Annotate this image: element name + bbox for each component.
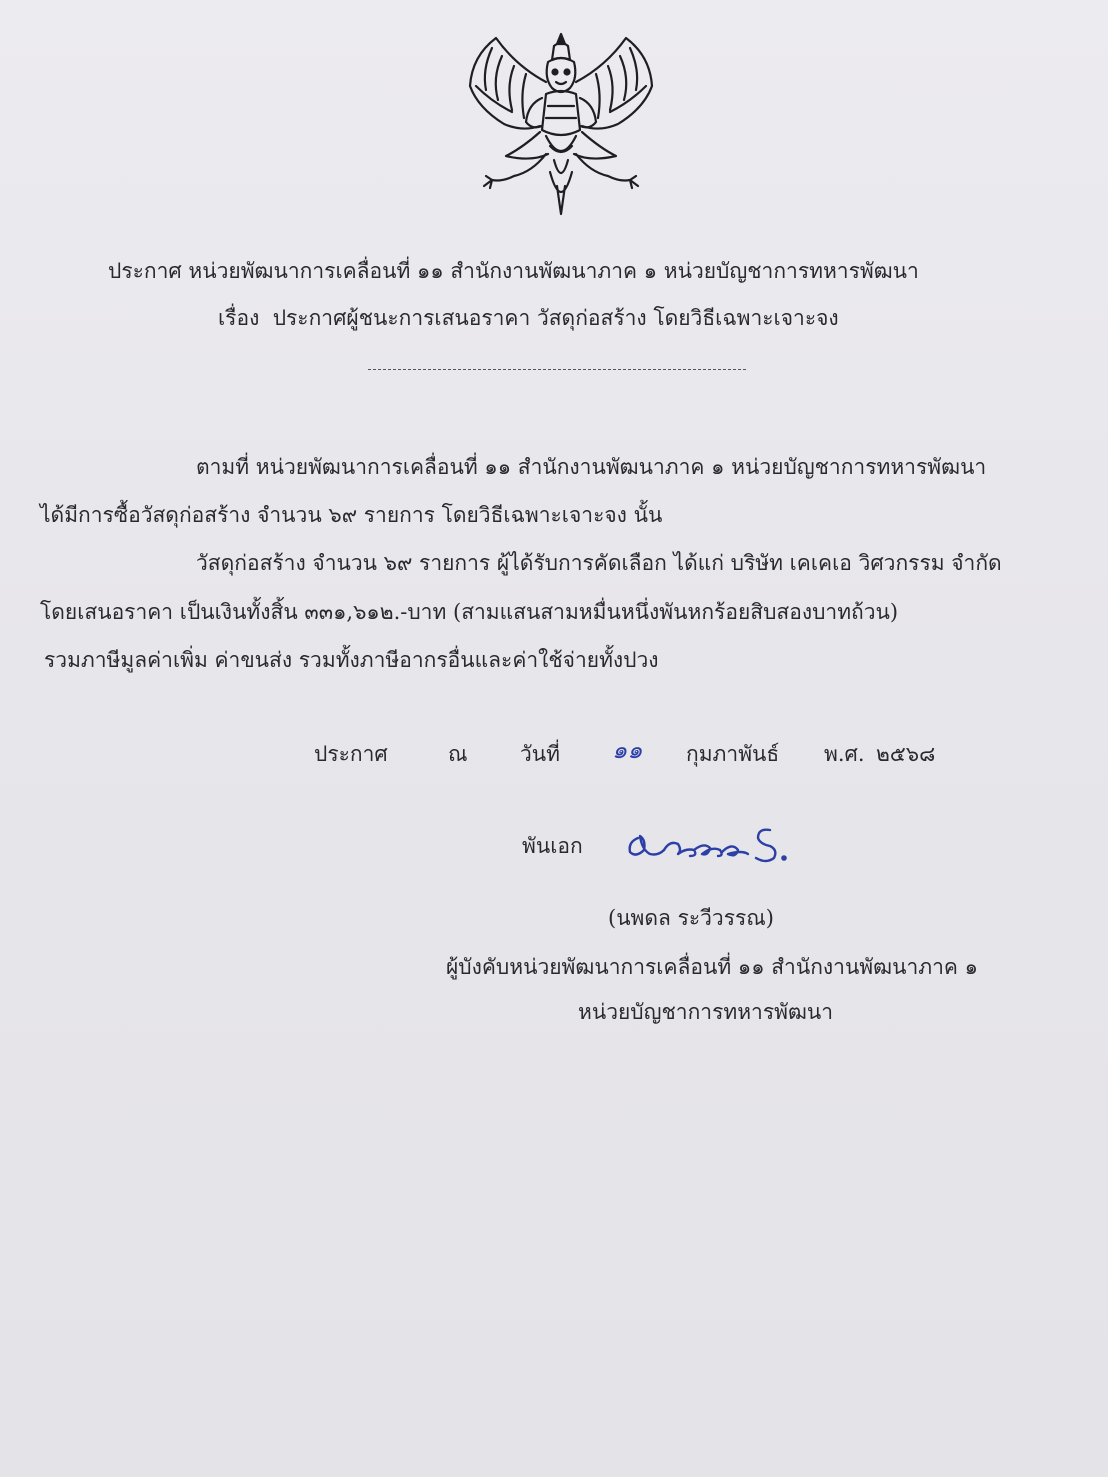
handwritten-signature [624,820,804,866]
signer-position-line-2: หน่วยบัญชาการทหารพัฒนา [578,1000,834,1024]
signer-rank: พันเอก [522,834,583,858]
date-year-label: พ.ศ. [824,742,865,766]
date-year: ๒๕๖๘ [876,742,936,766]
date-month: กุมภาพันธ์ [686,742,780,766]
subject-label: เรื่อง [218,306,260,330]
paragraph-1-line-1: ตามที่ หน่วยพัฒนาการเคลื่อนที่ ๑๑ สำนักงานพัฒนาภาค ๑ หน่วยบัญชาการทหารพัฒนา [196,455,987,479]
date-at-label: ณ [448,742,468,766]
subject-line [218,303,839,333]
signer-name: (นพดล ระวีวรรณ) [608,906,774,930]
header-separator [368,369,746,370]
signer-position-line-1: ผู้บังคับหน่วยพัฒนาการเคลื่อนที่ ๑๑ สำนักงานพัฒนาภาค ๑ [446,955,978,979]
paragraph-2-line-2: โดยเสนอราคา เป็นเงินทั้งสิ้น ๓๓๑,๖๑๒.-บาท (สามแสนสามหมื่นหนึ่งพันหกร้อยสิบสองบาทถ้วน) [40,600,899,624]
announcement-title: ประกาศ หน่วยพัฒนาการเคลื่อนที่ ๑๑ สำนักงานพัฒนาภาค ๑ หน่วยบัญชาการทหารพัฒนา [108,259,919,283]
date-day-value: ๑๑ [612,736,643,764]
date-announce-label: ประกาศ [314,742,388,766]
subject-text: ประกาศผู้ชนะการเสนอราคา วัสดุก่อสร้าง โดยวิธีเฉพาะเจาะจง [272,306,839,330]
paragraph-1-line-2: ได้มีการซื้อวัสดุก่อสร้าง จำนวน ๖๙ รายการ โดยวิธีเฉพาะเจาะจง นั้น [40,503,663,527]
date-day-label: วันที่ [520,742,560,766]
garuda-emblem-icon [462,26,660,218]
paragraph-2-line-3: รวมภาษีมูลค่าเพิ่ม ค่าขนส่ง รวมทั้งภาษีอากรอื่นและค่าใช้จ่ายทั้งปวง [44,648,659,672]
paragraph-2-line-1: วัสดุก่อสร้าง จำนวน ๖๙ รายการ ผู้ได้รับการคัดเลือก ได้แก่ บริษัท เคเคเอ วิศวกรรม จำกัด [196,551,1002,575]
